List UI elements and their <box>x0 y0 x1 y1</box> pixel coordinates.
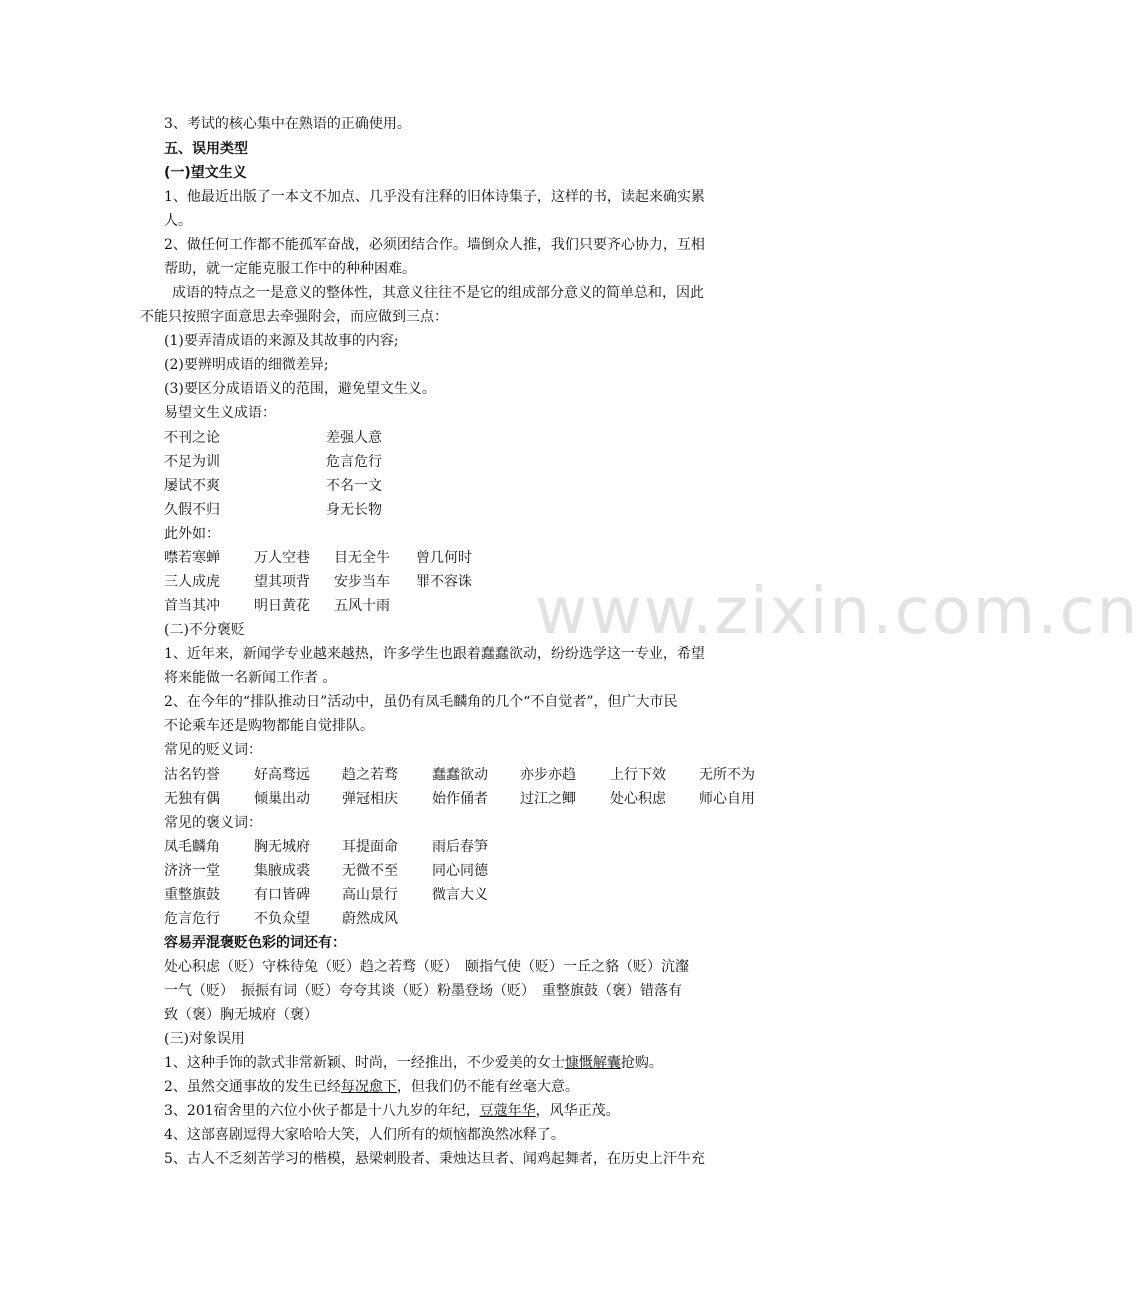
subsection-heading: 容易弄混褒贬色彩的词还有： <box>164 935 346 951</box>
idiom: 沽名钓誉 <box>164 767 220 783</box>
idiom: 三人成虎 <box>164 574 220 590</box>
idiom: 无所不为 <box>699 767 755 783</box>
idiom: 不刊之论 <box>164 430 220 446</box>
list-item <box>164 596 784 616</box>
text-line: 致（褒）胸无城府（褒） <box>164 1007 318 1023</box>
idiom: 目无全牛 <box>334 550 390 566</box>
subsection-heading: (二)不分褒贬 <box>164 622 245 638</box>
idiom: 安步当车 <box>334 574 390 590</box>
idiom: 重整旗鼓 <box>164 887 220 903</box>
underlined-idiom: 每况愈下 <box>340 1079 397 1095</box>
sentence-text: 抢购。 <box>620 1055 663 1071</box>
list-item <box>164 548 784 568</box>
text-line: 3、考试的核心集中在熟语的正确使用。 <box>164 116 411 132</box>
idiom: 明日黄花 <box>254 598 310 614</box>
idiom: 无独有偶 <box>164 791 220 807</box>
text-line: 1、近年来，新闻学专业越来越热，许多学生也跟着蠢蠢欲动，纷纷选学这一专业，希望 <box>164 646 705 662</box>
text-line: 1、他最近出版了一本文不加点、几乎没有注释的旧体诗集子，这样的书，读起来确实累 <box>164 189 705 205</box>
watermark: www.zixin.com.cn <box>535 575 1139 649</box>
text-line: 成语的特点之一是意义的整体性，其意义往往不是它的组成部分意义的简单总和，因此 <box>172 285 704 301</box>
idiom: 曾几何时 <box>416 550 472 566</box>
idiom: 耳提面命 <box>342 839 398 855</box>
section-heading: 五、误用类型 <box>164 141 248 157</box>
idiom: 胸无城府 <box>254 839 310 855</box>
idiom: 上行下效 <box>610 767 666 783</box>
list-item <box>164 765 784 785</box>
text-line: (2)要辨明成语的细微差异; <box>164 357 329 373</box>
idiom: 差强人意 <box>326 430 382 446</box>
example-sentence <box>164 1101 784 1121</box>
example-sentence: 4、这部喜剧逗得大家哈哈大笑，人们所有的烦恼都涣然冰释了。 <box>164 1127 565 1143</box>
sentence-text: 1、这种手饰的款式非常新颖、时尚，一经推出，不少爱美的女士 <box>164 1055 565 1071</box>
idiom: 过江之鲫 <box>520 791 576 807</box>
idiom: 趋之若骛 <box>342 767 398 783</box>
idiom: 蠢蠢欲动 <box>432 767 488 783</box>
underlined-idiom: 豆蔻年华 <box>479 1103 536 1119</box>
idiom: 久假不归 <box>164 502 220 518</box>
list-item <box>164 428 784 448</box>
idiom: 弹冠相庆 <box>342 791 398 807</box>
idiom: 亦步亦趋 <box>520 767 576 783</box>
text-line: 此外如： <box>164 526 220 542</box>
idiom: 危言危行 <box>326 454 382 470</box>
subsection-heading: (三)对象误用 <box>164 1031 245 1047</box>
idiom: 万人空巷 <box>254 550 310 566</box>
example-sentence: 5、古人不乏刻苦学习的楷模，悬梁刺股者、秉烛达旦者、闻鸡起舞者，在历史上汗牛充 <box>164 1151 705 1167</box>
idiom: 师心自用 <box>699 791 755 807</box>
text-line: 常见的贬义词： <box>164 742 262 758</box>
text-line: (1)要弄清成语的来源及其故事的内容; <box>164 333 399 349</box>
sentence-text: 2、虽然交通事故的发生已经 <box>164 1079 341 1095</box>
idiom: 高山景行 <box>342 887 398 903</box>
text-line: 帮助，就一定能克服工作中的种种困难。 <box>164 261 416 277</box>
idiom: 不负众望 <box>254 911 310 927</box>
list-item <box>164 837 784 857</box>
sentence-text: ，风华正茂。 <box>535 1103 620 1119</box>
text-line: 常见的褒义词： <box>164 815 262 831</box>
text-line: 易望文生义成语： <box>164 405 276 421</box>
idiom: 集腋成裘 <box>254 863 310 879</box>
idiom: 雨后春笋 <box>432 839 488 855</box>
idiom: 罪不容诛 <box>416 574 472 590</box>
idiom: 微言大义 <box>432 887 488 903</box>
idiom: 身无长物 <box>326 502 382 518</box>
idiom: 无微不至 <box>342 863 398 879</box>
list-item <box>164 909 784 929</box>
list-item <box>164 885 784 905</box>
idiom: 望其项背 <box>254 574 310 590</box>
example-sentence <box>164 1053 784 1073</box>
text-line: 处心积虑（贬）守株待兔（贬）趋之若骛（贬） 颐指气使（贬）一丘之貉（贬）沆瀣 <box>164 959 689 975</box>
idiom: 屡试不爽 <box>164 478 220 494</box>
idiom: 不名一文 <box>326 478 382 494</box>
underlined-idiom: 慷慨解囊 <box>564 1055 621 1071</box>
text-line: 2、在今年的“排队推动日”活动中，虽仍有凤毛麟角的几个“不自觉者”，但广大市民 <box>164 694 678 710</box>
example-sentence <box>164 1077 784 1097</box>
list-item <box>164 572 784 592</box>
idiom: 首当其冲 <box>164 598 220 614</box>
text-line: 不能只按照字面意思去牵强附会，而应做到三点： <box>140 309 448 325</box>
idiom: 倾巢出动 <box>254 791 310 807</box>
text-line: 2、做任何工作都不能孤军奋战，必须团结合作。墙倒众人推，我们只要齐心协力，互相 <box>164 237 705 253</box>
list-item <box>164 452 784 472</box>
subsection-heading: (一)望文生义 <box>164 165 247 181</box>
idiom: 蔚然成风 <box>342 911 398 927</box>
idiom: 好高骛远 <box>254 767 310 783</box>
idiom: 凤毛麟角 <box>164 839 220 855</box>
list-item <box>164 500 784 520</box>
text-line: 将来能做一名新闻工作者 。 <box>164 670 337 686</box>
idiom: 处心积虑 <box>610 791 666 807</box>
idiom: 有口皆碑 <box>254 887 310 903</box>
idiom: 同心同德 <box>432 863 488 879</box>
text-line: 不论乘车还是购物都能自觉排队。 <box>164 718 374 734</box>
idiom: 不足为训 <box>164 454 220 470</box>
idiom: 五风十雨 <box>334 598 390 614</box>
list-item <box>164 861 784 881</box>
list-item <box>164 789 784 809</box>
idiom: 济济一堂 <box>164 863 220 879</box>
list-item <box>164 476 784 496</box>
idiom: 噤若寒蝉 <box>164 550 220 566</box>
sentence-text: ，但我们仍不能有丝毫大意。 <box>396 1079 579 1095</box>
idiom: 始作俑者 <box>432 791 488 807</box>
idiom: 危言危行 <box>164 911 220 927</box>
sentence-text: 3、201宿舍里的六位小伙子都是十八九岁的年纪， <box>164 1103 480 1119</box>
text-line: (3)要区分成语语义的范围，避免望文生义。 <box>164 381 436 397</box>
text-line: 人。 <box>164 213 192 229</box>
text-line: 一气（贬） 振振有词（贬）夸夸其谈（贬）粉墨登场（贬） 重整旗鼓（褒）错落有 <box>164 983 682 999</box>
